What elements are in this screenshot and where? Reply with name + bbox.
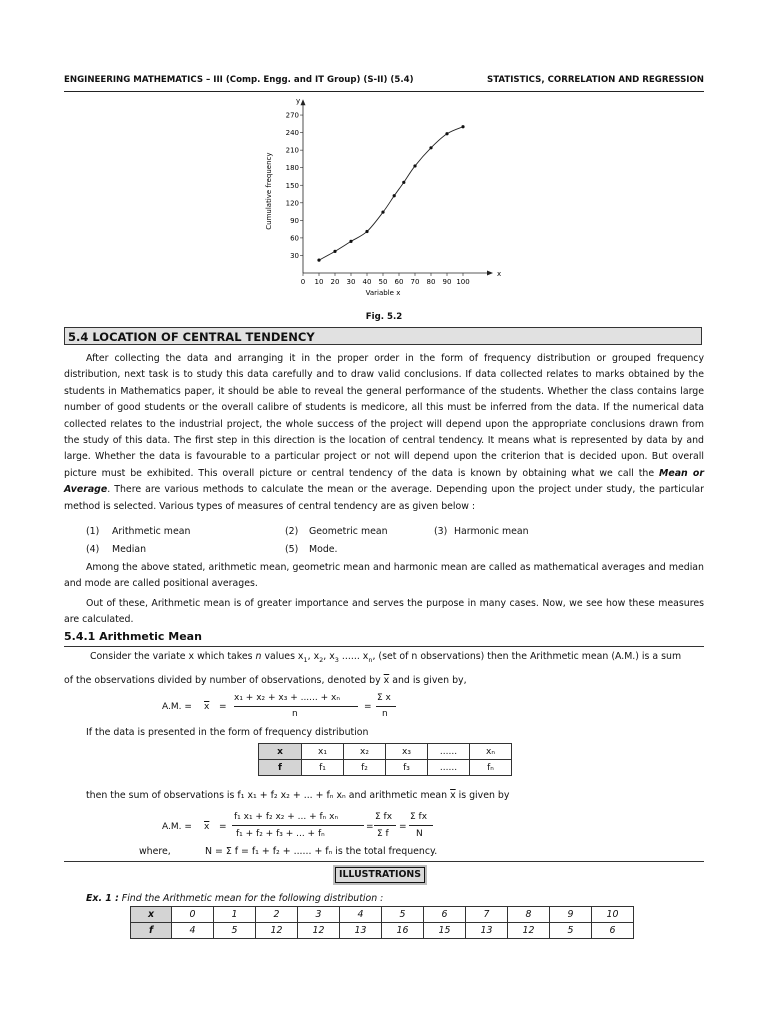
- data-point: [365, 230, 368, 233]
- x-tick-label: 40: [362, 278, 372, 286]
- example-x-cell: 4: [340, 907, 382, 923]
- data-point: [461, 125, 464, 128]
- example-f-cell: 5: [214, 923, 256, 939]
- formula1-xbar: $\overline{x}$: [204, 702, 210, 712]
- x-tick-label: 90: [442, 278, 452, 286]
- freq-head-x: x: [259, 744, 302, 760]
- example-x-cell: 1: [214, 907, 256, 923]
- measure-4-num: (4): [86, 544, 100, 555]
- freq-head-f: f: [259, 760, 302, 776]
- data-point: [429, 146, 432, 149]
- x-tick-label: 60: [394, 278, 404, 286]
- y-axis-title: Cumulative frequency: [265, 152, 273, 230]
- am-text-line-1: Consider the variate x which takes n values $x_1$, $x_2$, $x_3$ ...... $x_n$, (set of n observations) then the Arithmetic mean (A.M.) is a sum: [90, 651, 682, 664]
- freq-f-cell: f₂: [344, 760, 386, 776]
- example-table: [130, 906, 634, 939]
- example-x-cell: 0: [172, 907, 214, 923]
- example-row-f: [131, 923, 634, 939]
- example-f-cell: 16: [382, 923, 424, 939]
- formula2-lhs: A.M. =: [162, 822, 192, 832]
- formula1-eq: =: [219, 702, 227, 712]
- x-tick-label: 100: [456, 278, 470, 286]
- example-f-cell: 5: [550, 923, 592, 939]
- example-x-cell: 7: [466, 907, 508, 923]
- freq-x-cell: ......: [428, 744, 470, 760]
- measure-3-label: Harmonic mean: [454, 526, 529, 537]
- paragraph-averages: Among the above stated, arithmetic mean, geometric mean and harmonic mean are called as mathematical averages and median and mode are called positional averages.: [64, 562, 704, 590]
- section-heading: 5.4 LOCATION OF CENTRAL TENDENCY: [64, 327, 702, 345]
- y-axis-arrow: [301, 99, 306, 105]
- example-f-cell: 13: [340, 923, 382, 939]
- formula2-eq3: =: [399, 822, 407, 832]
- example-x-cell: 6: [424, 907, 466, 923]
- example-x-cell: 5: [382, 907, 424, 923]
- x-tick-label: 70: [410, 278, 420, 286]
- y-tick-label: 180: [285, 164, 299, 173]
- formula1-eq2: =: [364, 702, 372, 712]
- formula2-sum-bar: [374, 825, 396, 826]
- ogive-chart: [255, 93, 515, 308]
- example-x-cell: 3: [298, 907, 340, 923]
- x-tick-label: 0: [300, 278, 306, 286]
- example-label: Ex. 1 :: [86, 893, 119, 904]
- x-axis-title: Variable x: [365, 289, 401, 297]
- sum-line: then the sum of observations is f₁ x₁ + f₂ x₂ + ... + fₙ xₙ and arithmetic mean $\overline{x}$ is given by: [86, 790, 510, 801]
- x-axis-letter: x: [497, 270, 502, 278]
- formula2-xbar: $\overline{x}$: [204, 822, 210, 832]
- formula2-N: N: [416, 829, 423, 839]
- header-left: ENGINEERING MATHEMATICS – III (Comp. Engg. and IT Group) (S-II) (5.4): [64, 75, 414, 85]
- example-row-x: [131, 907, 634, 923]
- data-point: [349, 240, 352, 243]
- y-tick-label: 30: [290, 251, 299, 260]
- example-f-cell: 12: [298, 923, 340, 939]
- formula2-fraction-bar: [232, 825, 364, 826]
- measure-5-num: (5): [285, 544, 299, 555]
- figure-caption: Fig. 5.2: [365, 312, 403, 322]
- formula1-sum-den: n: [382, 709, 388, 719]
- freq-f-cell: ......: [428, 760, 470, 776]
- x-tick-label: 20: [330, 278, 340, 286]
- y-tick-label: 270: [285, 111, 299, 120]
- x-tick-label: 10: [314, 278, 324, 286]
- intro-paragraph: [64, 351, 704, 515]
- measure-1-label: Arithmetic mean: [112, 526, 191, 537]
- freq-x-cell: x₁: [302, 744, 344, 760]
- formula1-fraction-bar: [234, 706, 358, 707]
- example-1: [86, 893, 383, 904]
- measure-1-num: (1): [86, 526, 100, 537]
- formula2-sum-f: Σ f: [377, 829, 389, 839]
- formula2-denominator: f₁ + f₂ + f₃ + ... + fₙ: [236, 829, 325, 839]
- y-tick-label: 150: [285, 181, 299, 190]
- measure-4-label: Median: [112, 544, 147, 555]
- data-point: [445, 132, 448, 135]
- formula2-sum-fx2: Σ fx: [410, 812, 428, 822]
- where-label: where,: [139, 846, 171, 857]
- x-tick-label: 80: [426, 278, 436, 286]
- freq-x-cell: x₃: [386, 744, 428, 760]
- example-f-cell: 6: [592, 923, 634, 939]
- illustrations-banner: ILLUSTRATIONS: [333, 865, 427, 885]
- freq-row-x: [259, 744, 512, 760]
- freq-f-cell: f₁: [302, 760, 344, 776]
- example-question: Find the Arithmetic mean for the following distribution :: [121, 893, 384, 904]
- measure-2-label: Geometric mean: [309, 526, 388, 537]
- illustrations-divider: [64, 861, 704, 862]
- example-x-cell: 2: [256, 907, 298, 923]
- y-tick-label: 60: [290, 234, 299, 243]
- example-f-cell: 12: [256, 923, 298, 939]
- freq-f-cell: f₃: [386, 760, 428, 776]
- measure-5-label: Mode.: [309, 544, 338, 555]
- xbar-symbol: $\overline{x}$: [383, 675, 390, 686]
- paragraph-importance: Out of these, Arithmetic mean is of greater importance and serves the purpose in many cases. Now, we see how these measures are calculated.: [64, 598, 704, 626]
- am-text-line-2: of the observations divided by number of observations, denoted by $\overline{x}$ and is given by,: [64, 675, 467, 686]
- x-axis-arrow: [487, 271, 493, 276]
- example-f-cell: 4: [172, 923, 214, 939]
- example-head-f: f: [131, 923, 172, 939]
- example-f-cell: 12: [508, 923, 550, 939]
- y-tick-label: 240: [285, 129, 299, 138]
- example-f-cell: 13: [466, 923, 508, 939]
- example-x-cell: 8: [508, 907, 550, 923]
- freq-row-f: [259, 760, 512, 776]
- data-point: [381, 211, 384, 214]
- example-x-cell: 10: [592, 907, 634, 923]
- x-tick-label: 30: [346, 278, 356, 286]
- freq-intro: If the data is presented in the form of frequency distribution: [86, 727, 369, 738]
- y-tick-label: 120: [285, 199, 299, 208]
- measure-2-num: (2): [285, 526, 299, 537]
- freq-x-cell: x₂: [344, 744, 386, 760]
- formula1-denominator: n: [292, 709, 298, 719]
- freq-x-cell: xₙ: [470, 744, 512, 760]
- data-point: [413, 164, 416, 167]
- example-x-cell: 9: [550, 907, 592, 923]
- formula2-sum-fx: Σ fx: [375, 812, 393, 822]
- freq-f-cell: fₙ: [470, 760, 512, 776]
- formula2-eq2: =: [366, 822, 374, 832]
- y-axis-letter: y: [296, 97, 301, 106]
- header-divider: [64, 91, 704, 92]
- x-tick-label: 50: [378, 278, 388, 286]
- data-point: [317, 259, 320, 262]
- page-header: [64, 75, 704, 89]
- frequency-table: [258, 743, 512, 776]
- y-tick-label: 90: [290, 216, 299, 225]
- subsection-heading: 5.4.1 Arithmetic Mean: [64, 630, 202, 643]
- measure-3-num: (3): [434, 526, 448, 537]
- formula1-numerator: x₁ + x₂ + x₃ + ...... + xₙ: [234, 693, 340, 703]
- ogive-curve: [319, 127, 463, 260]
- example-f-cell: 15: [424, 923, 466, 939]
- data-point: [333, 250, 336, 253]
- intro-part2: . There are various methods to calculate the mean or the average. Depending upon the project under study, the particular method is selected. Various types of measures of central tendency are as given below :: [64, 484, 704, 512]
- formula1-lhs: A.M. =: [162, 702, 192, 712]
- data-point: [402, 181, 405, 184]
- formula1-sum-bar: [376, 706, 396, 707]
- header-right: STATISTICS, CORRELATION AND REGRESSION: [487, 75, 704, 85]
- formula2-numerator: f₁ x₁ + f₂ x₂ + ... + fₙ xₙ: [234, 812, 339, 822]
- y-tick-label: 210: [285, 146, 299, 155]
- intro-emphasis: Mean or Average: [64, 467, 704, 496]
- where-text: N = Σ f = f₁ + f₂ + ...... + fₙ is the total frequency.: [205, 846, 438, 857]
- intro-part1: After collecting the data and arranging it in the proper order in the form of frequency distribution or grouped frequency distribution, next task is to study this data carefully and to draw valid conclusions. If data collected relates to marks obtained by the students in Mathematics paper, it should be able to reveal the general performance of the students. Whether the class contains large number of good students or the overall calibre of students is medicore, all this must be inferred from the data. If the numerical data collected relates to the industrial project, the whole success of the project will depend upon the appropriate conclusions drawn from the study of this data. The first step in this direction is the location of central tendency. It means what is represented by data by and large. Whether the data is favourable to a particular project or not will depend upon the criterion that is decided upon. But overall picture must be exhibited. This overall picture or central tendency of the data is known by obtaining what we call the: [64, 353, 704, 479]
- data-point: [393, 194, 396, 197]
- formula2-N-bar: [409, 825, 433, 826]
- formula2-eq: =: [219, 822, 227, 832]
- example-head-x: x: [131, 907, 172, 923]
- formula1-sum-num: Σ x: [377, 693, 391, 703]
- subsection-divider: [64, 646, 704, 647]
